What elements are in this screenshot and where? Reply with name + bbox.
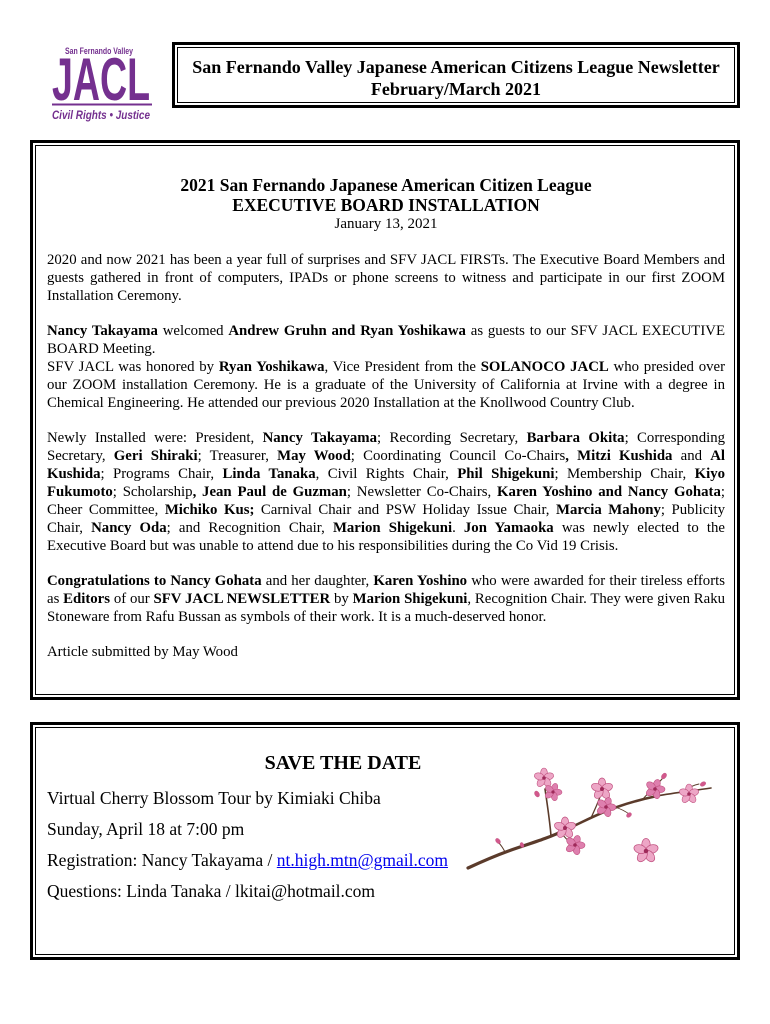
jacl-logo [48, 42, 158, 124]
text-run: , Civil Rights Chair, [315, 466, 458, 482]
text-run: , Recognition Chair. They were given Raku Stoneware from Rafu Bussan as symbols of their work. It is a much-deserved honor. [47, 591, 725, 625]
text-run: who presided over our ZOOM installation Ceremony. He is a graduate of the University of California at Irvine with a degree in Chemical Engineering. He attended our previous 2020 Installation at the Knollwood Country Club. [47, 359, 725, 411]
registration-label: Registration: Nancy Takayama / [47, 850, 277, 870]
article-title-line1: 2021 San Fernando Japanese American Citizen League [180, 175, 592, 195]
twig [615, 807, 629, 814]
event-datetime: Sunday, April 18 at 7:00 pm [47, 819, 245, 839]
article-date: January 13, 2021 [334, 216, 438, 232]
event-title: Virtual Cherry Blossom Tour by Kimiaki Chiba [47, 788, 381, 808]
bold-text-run: Nancy Takayama [47, 323, 158, 339]
article [47, 175, 725, 678]
article-paragraph [47, 358, 725, 412]
text-run: SFV JACL was honored by [47, 359, 219, 375]
bold-text-run: Geri Shiraki [113, 448, 198, 464]
blossom-bud [699, 781, 706, 787]
bold-text-run: Nancy Oda [91, 520, 167, 536]
text-run: ; Coordinating Council Co-Chairs [350, 448, 566, 464]
text-run: ; Treasurer, [197, 448, 278, 464]
event-details [47, 783, 448, 907]
article-paragraph [47, 251, 725, 305]
bold-text-run: Barbara Okita [526, 430, 625, 446]
text-run: ; Newsletter Co-Chairs, [346, 484, 498, 500]
article-box [30, 140, 740, 700]
blossom-bud [660, 772, 667, 780]
text-run: ; Scholarship [112, 484, 193, 500]
bold-text-run: Congratulations to Nancy Gohata [47, 573, 262, 589]
text-run: ; Membership Chair, [554, 466, 695, 482]
bold-text-run: Jon Yamaoka [463, 520, 554, 536]
newsletter-issue: February/March 2021 [370, 79, 542, 99]
bold-text-run: Karen Yoshino and Nancy Gohata [497, 484, 721, 500]
bold-text-run: Marion Shigekuni [332, 520, 453, 536]
text-run: ; Corresponding Secretary, [47, 430, 726, 464]
bold-text-run: Marcia Mahony [556, 502, 661, 518]
text-run: Article submitted by May Wood [47, 644, 238, 660]
registration-email-link[interactable]: nt.high.mtn@gmail.com [276, 850, 448, 870]
text-run: by [330, 591, 353, 607]
blossom-flower [678, 784, 699, 804]
bold-text-run: Andrew Gruhn and Ryan Yoshikawa [228, 323, 466, 339]
text-run: . [452, 520, 464, 536]
bold-text-run: Phil Shigekuni [457, 466, 555, 482]
article-paragraph [47, 322, 725, 358]
bold-text-run: Ryan Yoshikawa [218, 359, 325, 375]
article-title-line2: EXECUTIVE BOARD INSTALLATION [232, 195, 540, 215]
text-run: of our [110, 591, 154, 607]
text-run: 2020 and now 2021 has been a year full of surprises and SFV JACL FIRSTs. The Executive Board Members and guests gathered in front of computers, IPADs or phone screens to witness and participate in our first ZOOM Installation Ceremony. [47, 252, 725, 304]
text-run: welcomed [157, 323, 229, 339]
article-byline [47, 643, 725, 661]
text-run: who were awarded for their tireless efforts as [47, 573, 725, 607]
bold-text-run: , Jean Paul de Guzman [192, 484, 347, 500]
bold-text-run: Nancy Takayama [262, 430, 378, 446]
bold-text-run: , Mitzi Kushida [565, 448, 673, 464]
newsletter-header-box [172, 42, 740, 108]
text-run: ; and Recognition Chair, [166, 520, 333, 536]
event-registration [47, 845, 448, 876]
bold-text-run: Linda Tanaka [222, 466, 316, 482]
text-run: Newly Installed were: President, [47, 430, 263, 446]
save-the-date-box [30, 722, 740, 960]
text-run: ; Programs Chair, [100, 466, 223, 482]
blossom-flower [633, 839, 659, 864]
bold-text-run: May Wood [277, 448, 351, 464]
article-paragraph [47, 572, 725, 626]
text-run: , Vice President from the [324, 359, 481, 375]
blossom-flower [645, 778, 665, 799]
logo-tagline: Civil Rights • Justice [52, 110, 151, 122]
blossom-bud [533, 790, 540, 798]
blossom-flower [565, 834, 585, 855]
newsletter-header [175, 56, 737, 100]
bold-text-run: SFV JACL NEWSLETTER [153, 591, 331, 607]
text-run: and her daughter, [261, 573, 374, 589]
text-run: ; Recording Secretary, [377, 430, 527, 446]
text-run: and [672, 448, 711, 464]
logo-wordmark: JACL [52, 46, 150, 113]
bold-text-run: Marion Shigekuni [352, 591, 468, 607]
bold-text-run: Kiyo Fukumoto [47, 466, 726, 500]
text-run: as guests to our SFV JACL EXECUTIVE BOARD Meeting. [47, 323, 725, 357]
event-heading: SAVE THE DATE [264, 752, 422, 774]
text-run: Carnival Chair and PSW Holiday Issue Chair, [254, 502, 557, 518]
text-run: ; Publicity Chair, [47, 502, 725, 536]
event-questions: Questions: Linda Tanaka / lkitai@hotmail.com [47, 881, 376, 901]
blossom-bud [495, 837, 502, 844]
blossom-flower [533, 768, 554, 788]
logo-chapter-text: San Fernando Valley [65, 46, 133, 56]
bold-text-run: Karen Yoshino [373, 573, 468, 589]
bold-text-run: Editors [63, 591, 111, 607]
bold-text-run: Michiko Kus; [164, 502, 255, 518]
article-paragraph [47, 429, 725, 555]
cherry-blossom-branch-image [465, 765, 715, 875]
text-run: ; Cheer Committee, [47, 484, 725, 518]
bold-text-run: SOLANOCO JACL [480, 359, 609, 375]
bold-text-run: Al Kushida [47, 448, 725, 482]
blossom-flower [553, 817, 576, 839]
text-run: was newly elected to the Executive Board but was unable to attend due to his responsibilities during the Co Vid 19 Crisis. [47, 520, 725, 554]
newsletter-title: San Fernando Valley Japanese American Citizens League Newsletter [192, 57, 720, 77]
blossom-flower [590, 778, 613, 800]
